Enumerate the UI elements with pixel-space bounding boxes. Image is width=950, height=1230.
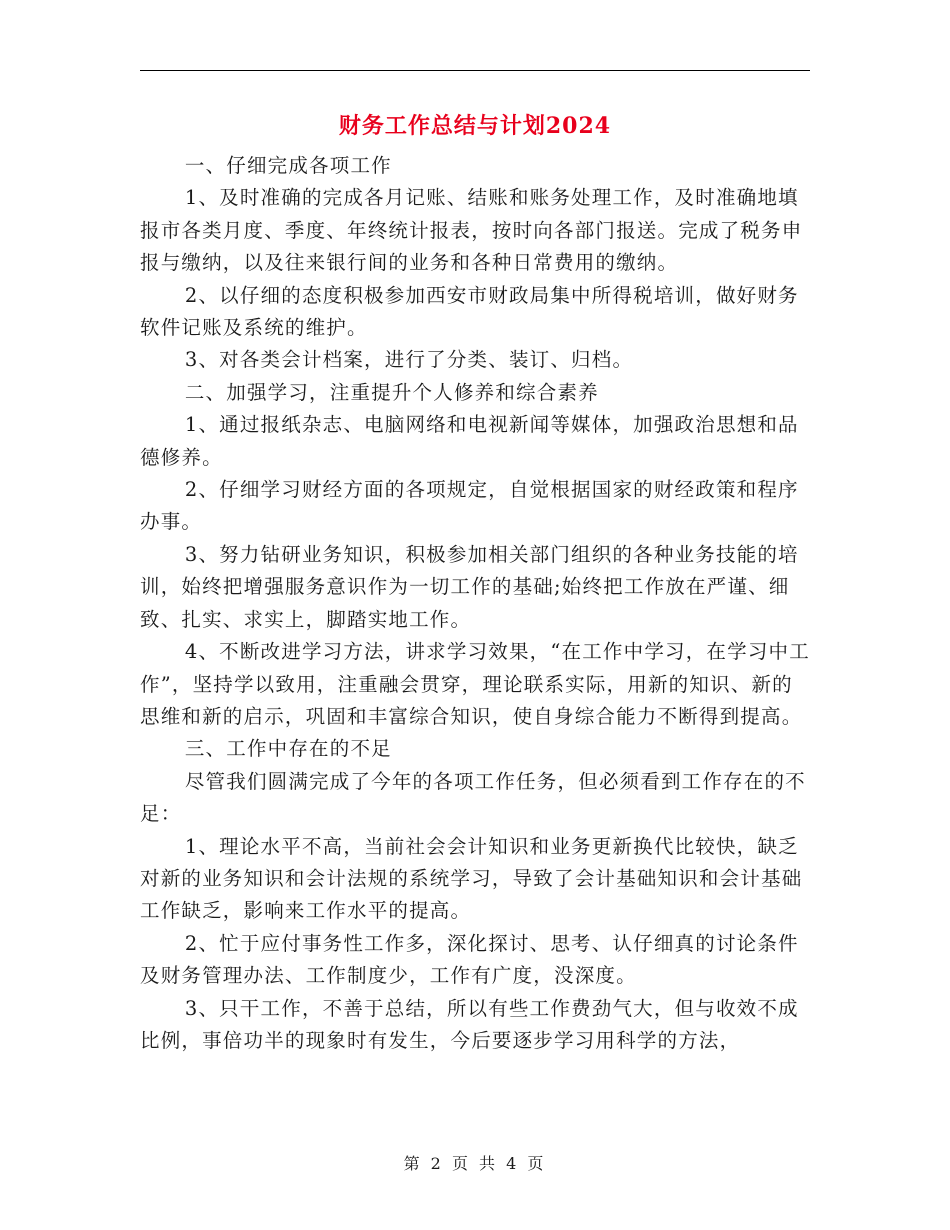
paragraph: 3、努力钻研业务知识，积极参加相关部门组织的各种业务技能的培训，始终把增强服务意识作为一切工作的基础;始终把工作放在严谨、细致、扎实、求实上，脚踏实地工作。: [140, 542, 799, 631]
paragraph: 3、对各类会计档案，进行了分类、装订、归档。: [184, 348, 634, 372]
paragraph: 2、仔细学习财经方面的各项规定，自觉根据国家的财经政策和程序办事。: [140, 478, 799, 534]
paragraph: 1、通过报纸杂志、电脑网络和电视新闻等媒体，加强政治思想和品德修养。: [140, 413, 799, 469]
section-heading-3: 三、工作中存在的不足: [184, 737, 392, 761]
paragraph: 1、理论水平不高，当前社会会计知识和业务更新换代比较快，缺乏对新的业务知识和会计法规的系统学习，导致了会计基础知识和会计基础工作缺乏，影响来工作水平的提高。: [140, 834, 803, 923]
document-title: 财务工作总结与计划2024: [338, 113, 612, 139]
section-heading-2: 二、加强学习，注重提升个人修养和综合素养: [184, 380, 599, 404]
paragraph: 尽管我们圆满完成了今年的各项工作任务，但必须看到工作存在的不足：: [140, 769, 806, 826]
paragraph: 1、及时准确的完成各月记账、结账和账务处理工作，及时准确地填报市各类月度、季度、年终统计报表，按时向各部门报送。完成了税务申报与缴纳，以及往来银行间的业务和各种日常费用的缴纳。: [140, 186, 803, 275]
page-number-footer: 第 2 页 共 4 页: [403, 1154, 547, 1173]
section-heading-1: 一、仔细完成各项工作: [184, 154, 392, 177]
document-body: [140, 150, 810, 1057]
paragraph: 2、忙于应付事务性工作多，深化探讨、思考、认仔细真的讨论条件及财务管理办法、工作制度少，工作有广度，没深度。: [140, 931, 799, 988]
paragraph: 3、只干工作，不善于总结，所以有些工作费劲气大，但与收效不成比例，事倍功半的现象时有发生，今后要逐步学习用科学的方法，: [140, 996, 799, 1052]
header-rule: [140, 70, 810, 71]
paragraph: 4、不断改进学习方法，讲求学习效果，“在工作中学习，在学习中工作”，坚持学以致用，注重融会贯穿，理论联系实际，用新的知识、新的思维和新的启示，巩固和丰富综合知识，使自身综合能力不断得到提高。: [140, 640, 810, 728]
paragraph: 2、以仔细的态度积极参加西安市财政局集中所得税培训，做好财务软件记账及系统的维护。: [140, 283, 799, 340]
